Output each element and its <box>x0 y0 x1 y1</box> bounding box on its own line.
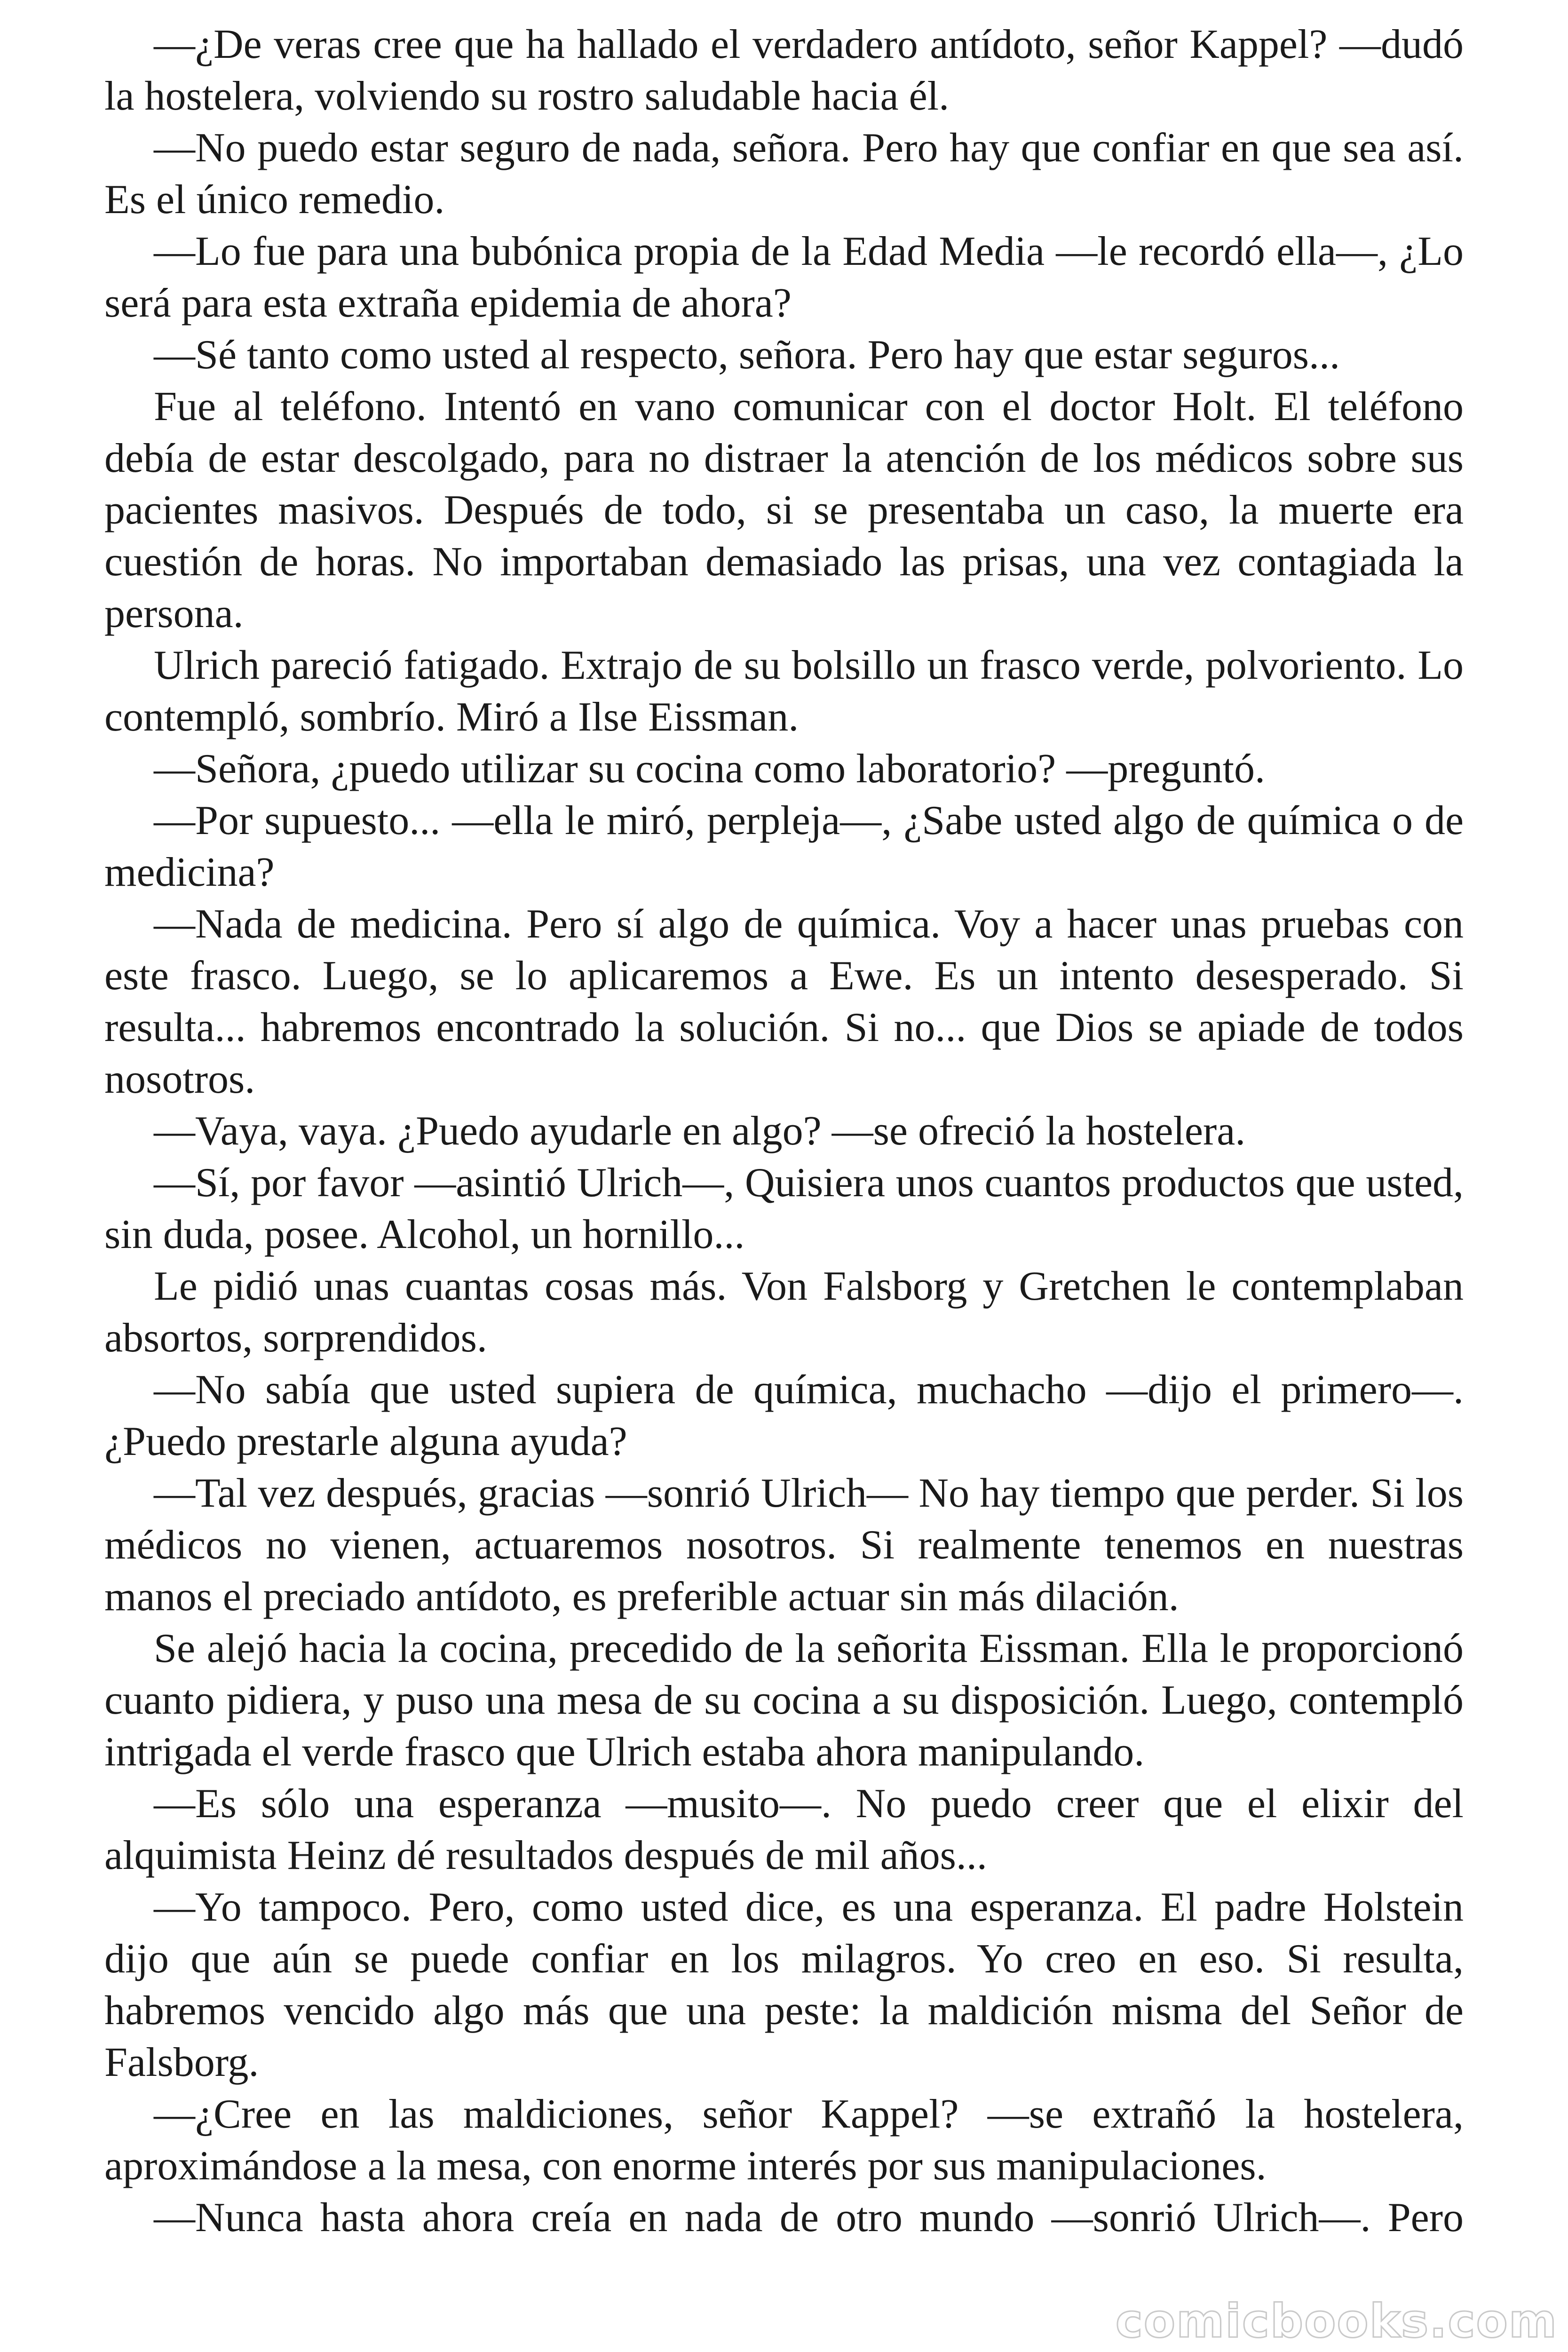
paragraph: —Sé tanto como usted al respecto, señora. Pero hay que estar seguros... <box>154 332 1340 378</box>
paragraph: —Yo tampoco. Pero, como usted dice, es una esperanza. El padre Holstein dijo que aún se puede confiar en los milagros. Yo creo en eso. Si resulta, habremos vencido algo más que una peste: la maldición misma del Señor de Falsborg. <box>104 1884 1464 2085</box>
paragraph: —Nada de medicina. Pero sí algo de química. Voy a hacer unas pruebas con este frasco. Luego, se lo aplicaremos a Ewe. Es un intento desesperado. Si resulta... habremos encontrado la solución. Si no... que Dios se apiade de todos nosotros. <box>104 901 1464 1102</box>
paragraph: —Vaya, vaya. ¿Puedo ayudarle en algo? —se ofreció la hostelera. <box>154 1108 1246 1154</box>
paragraph: —Señora, ¿puedo utilizar su cocina como laboratorio? —preguntó. <box>154 746 1266 792</box>
paragraph: Fue al teléfono. Intentó en vano comunicar con el doctor Holt. El teléfono debía de estar descolgado, para no distraer la atención de los médicos sobre sus pacientes masivos. Después de todo, si se presentaba un caso, la muerte era cuestión de horas. No importaban demasiado las prisas, una vez contagiada la persona. <box>104 384 1464 636</box>
paragraph: —Nunca hasta ahora creía en nada de otro mundo —sonrió Ulrich—. Pero <box>154 2195 1464 2241</box>
paragraph: Le pidió unas cuantas cosas más. Von Falsborg y Gretchen le contemplaban absortos, sorprendidos. <box>104 1263 1464 1361</box>
paragraph: —¿De veras cree que ha hallado el verdadero antídoto, señor Kappel? —dudó la hostelera, volviendo su rostro saludable hacia él. <box>104 22 1464 119</box>
paragraph: —No sabía que usted supiera de química, muchacho —dijo el primero—. ¿Puedo prestarle alguna ayuda? <box>104 1367 1464 1464</box>
paragraph: —No puedo estar seguro de nada, señora. Pero hay que confiar en que sea así. Es el único remedio. <box>104 125 1464 222</box>
watermark-logo: comicbooks.com <box>1115 2295 1558 2348</box>
paragraph: —¿Cree en las maldiciones, señor Kappel? —se extrañó la hostelera, aproximándose a la mesa, con enorme interés por sus manipulaciones. <box>104 2091 1464 2189</box>
paragraph: —Sí, por favor —asintió Ulrich—, Quisiera unos cuantos productos que usted, sin duda, posee. Alcohol, un hornillo... <box>104 1160 1464 1257</box>
paragraph: —Lo fue para una bubónica propia de la Edad Media —le recordó ella—, ¿Lo será para esta extraña epidemia de ahora? <box>104 229 1464 326</box>
paragraph: —Es sólo una esperanza —musito—. No puedo creer que el elixir del alquimista Heinz dé resultados después de mil años... <box>104 1781 1464 1878</box>
paragraph: Se alejó hacia la cocina, precedido de la señorita Eissman. Ella le proporcionó cuanto pidiera, y puso una mesa de su cocina a su disposición. Luego, contempló intrigada el verde frasco que Ulrich estaba ahora manipulando. <box>104 1626 1464 1775</box>
page-text <box>104 19 1464 2244</box>
paragraph: —Tal vez después, gracias —sonrió Ulrich— No hay tiempo que perder. Si los médicos no vienen, actuaremos nosotros. Si realmente tenemos en nuestras manos el preciado antídoto, es preferible actuar sin más dilación. <box>104 1470 1464 1620</box>
paragraph: —Por supuesto... —ella le miró, perpleja—, ¿Sabe usted algo de química o de medicina? <box>104 798 1464 895</box>
paragraph: Ulrich pareció fatigado. Extrajo de su bolsillo un frasco verde, polvoriento. Lo contempló, sombrío. Miró a Ilse Eissman. <box>104 643 1464 740</box>
